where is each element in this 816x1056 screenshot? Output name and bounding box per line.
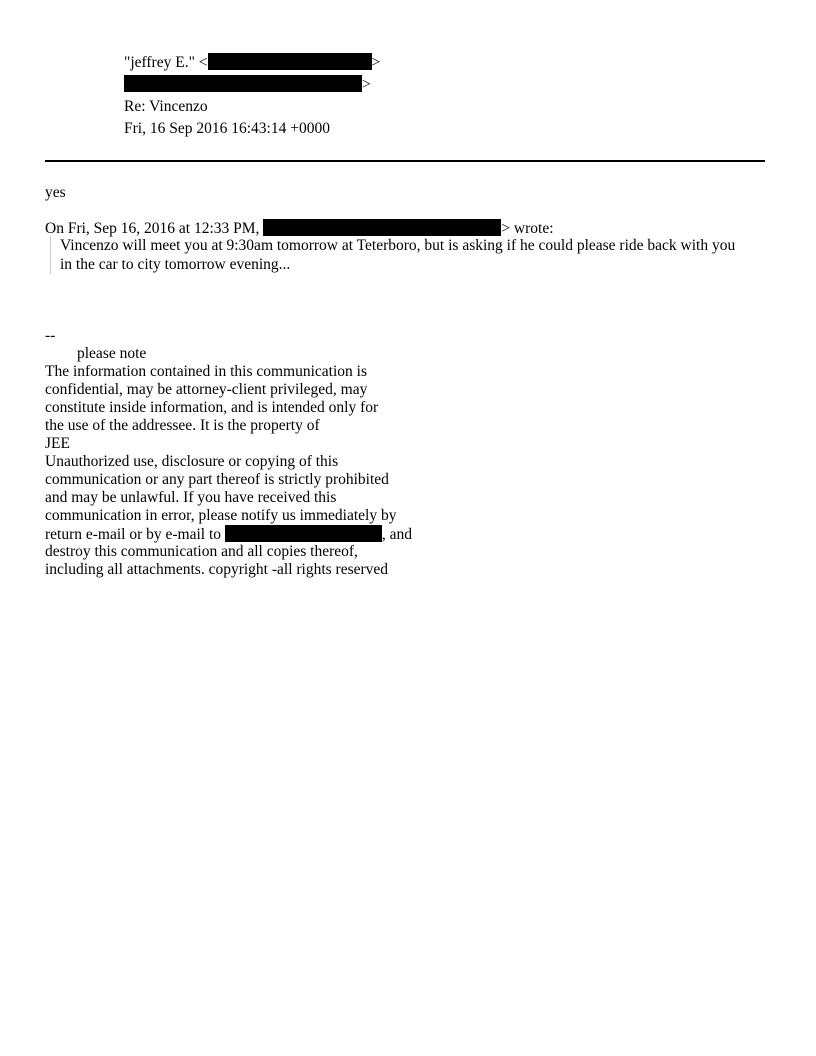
to-value (124, 75, 371, 95)
disclaimer-line: communication in error, please notify us immediately by (45, 507, 397, 524)
signature-note: please note (77, 345, 147, 362)
to-value-suffix: > (362, 76, 371, 93)
disclaimer-line: The information contained in this communication is (45, 363, 367, 380)
redacted-email-block (124, 75, 362, 92)
date-value: Fri, 16 Sep 2016 16:43:14 +0000 (124, 120, 330, 137)
signature-separator: -- (45, 327, 56, 344)
redacted-email-block (225, 525, 382, 542)
from-sender-name: "jeffrey E." < (124, 54, 208, 71)
quoted-line: in the car to city tomorrow evening... (60, 256, 291, 273)
disclaimer-line: constitute inside information, and is intended only for (45, 399, 379, 416)
from-value-suffix: > (371, 54, 381, 71)
quote-intro-prefix: On Fri, Sep 16, 2016 at 12:33 PM, (45, 220, 264, 237)
disclaimer-line: destroy this communication and all copies thereof, (45, 543, 358, 560)
email-line-prefix: return e-mail or by e-mail to (45, 526, 225, 543)
disclaimer-line: confidential, may be attorney-client privileged, may (45, 381, 368, 398)
reply-text: yes (45, 184, 66, 201)
header-divider (45, 160, 765, 162)
disclaimer-email-line (45, 525, 412, 543)
quote-intro-suffix: > wrote: (501, 220, 554, 237)
disclaimer-line: Unauthorized use, disclosure or copying of this (45, 453, 339, 470)
subject-value: Re: Vincenzo (124, 98, 208, 115)
redacted-email-block (208, 53, 372, 70)
email-line-suffix: , and (381, 526, 413, 543)
disclaimer-line: communication or any part thereof is strictly prohibited (45, 471, 389, 488)
redacted-email-block (263, 219, 501, 236)
disclaimer-line: the use of the addressee. It is the property of (45, 417, 320, 434)
disclaimer-line: JEE (45, 435, 70, 452)
signature-block (45, 327, 412, 579)
disclaimer-line: including all attachments. copyright -all rights reserved (45, 561, 389, 578)
disclaimer-line: and may be unlawful. If you have received this (45, 489, 337, 506)
quoted-message (50, 236, 776, 274)
from-value (124, 53, 380, 73)
quoted-line: Vincenzo will meet you at 9:30am tomorrow at Teterboro, but is asking if he could please ride back with you (60, 237, 736, 254)
